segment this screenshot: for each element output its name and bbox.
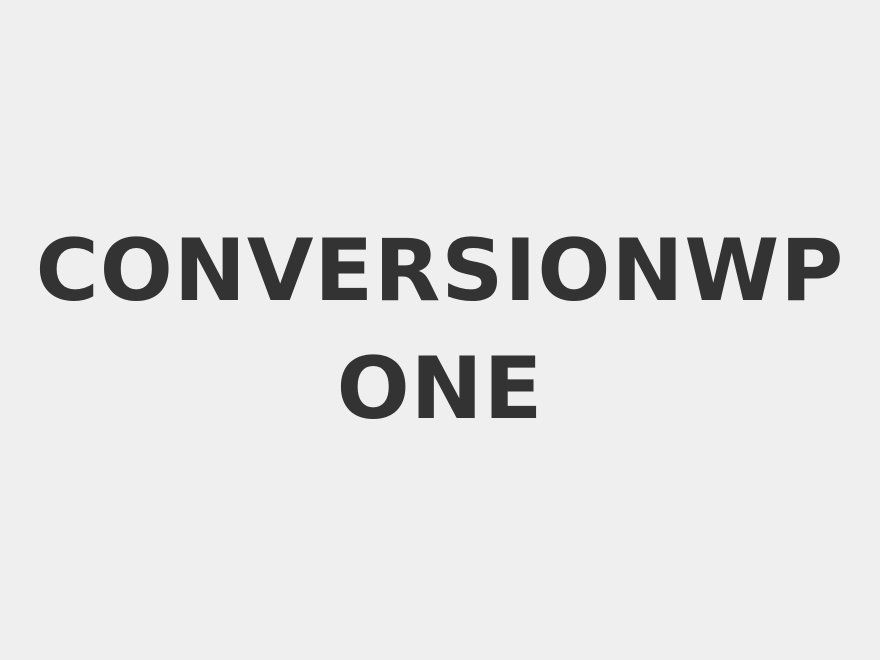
title-line-1: CONVERSIONWP (35, 221, 845, 321)
theme-title (0, 212, 880, 448)
title-line-2: ONE (336, 339, 544, 439)
